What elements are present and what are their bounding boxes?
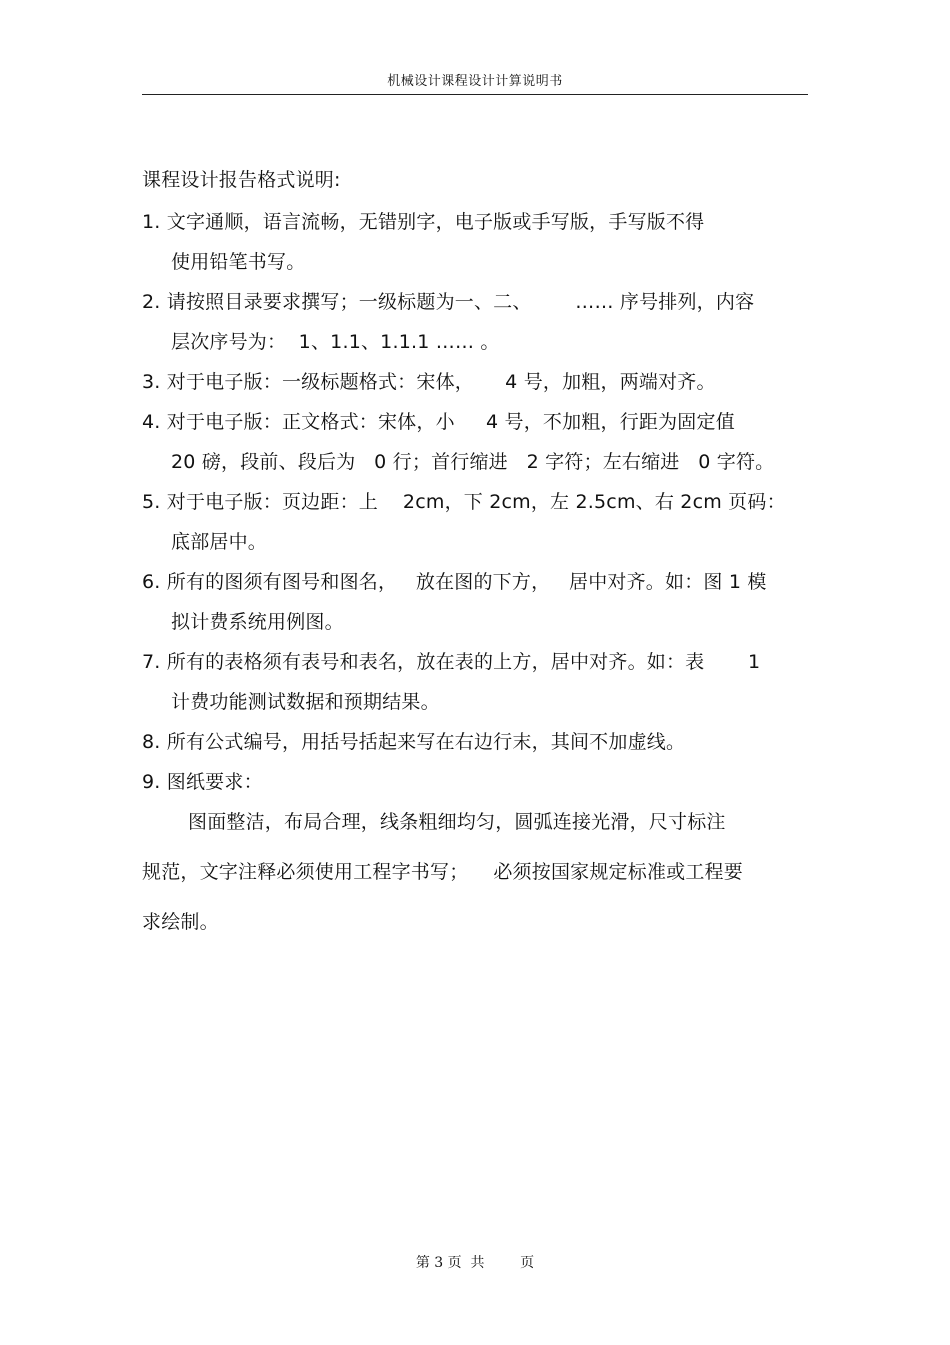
- page-number-footer: 第 3 页 共 页: [415, 1255, 535, 1271]
- running-header-title: 机械设计课程设计计算说明书: [387, 74, 563, 89]
- item-4-line-2: 20 磅，段前、段后为 0 行；首行缩进 2 字符；左右缩进 0 字符。: [171, 451, 775, 473]
- item-8-line-1: 8. 所有公式编号，用括号括起来写在右边行末，其间不加虚线。: [142, 731, 686, 753]
- item-5-line-2: 底部居中。: [171, 531, 268, 553]
- item-1-line-2: 使用铅笔书写。: [171, 251, 306, 273]
- item-9-line-1: 9. 图纸要求：: [142, 771, 263, 793]
- item-5-line-1: 5. 对于电子版：页边距：上 2cm，下 2cm，左 2.5cm、右 2cm 页码：: [142, 491, 786, 513]
- section-heading: 课程设计报告格式说明:: [142, 169, 341, 191]
- paragraph-line-3: 求绘制。: [142, 911, 219, 933]
- item-2-line-1: 2. 请按照目录要求撰写；一级标题为一、二、 …… 序号排列，内容: [142, 291, 755, 313]
- item-7-line-2: 计费功能测试数据和预期结果。: [171, 691, 440, 713]
- item-7-line-1: 7. 所有的表格须有表号和表名，放在表的上方，居中对齐。如：表 1: [142, 651, 761, 673]
- item-4-line-1: 4. 对于电子版：正文格式：宋体，小 4 号，不加粗，行距为固定值: [142, 411, 735, 433]
- item-1-line-1: 1. 文字通顺，语言流畅，无错别字，电子版或手写版，手写版不得: [142, 211, 705, 233]
- paragraph-line-2: 规范，文字注释必须使用工程字书写； 必须按国家规定标准或工程要: [142, 861, 743, 883]
- item-2-line-2: 层次序号为： 1、1.1、1.1.1 …… 。: [171, 331, 500, 353]
- item-6-line-2: 拟计费系统用例图。: [171, 611, 344, 633]
- paragraph-line-1: 图面整洁，布局合理，线条粗细均匀，圆弧连接光滑，尺寸标注: [188, 811, 726, 833]
- item-3-line-1: 3. 对于电子版：一级标题格式：宋体， 4 号，加粗，两端对齐。: [142, 371, 716, 393]
- header-rule: [142, 94, 808, 95]
- item-6-line-1: 6. 所有的图须有图号和图名， 放在图的下方， 居中对齐。如：图 1 模: [142, 571, 767, 593]
